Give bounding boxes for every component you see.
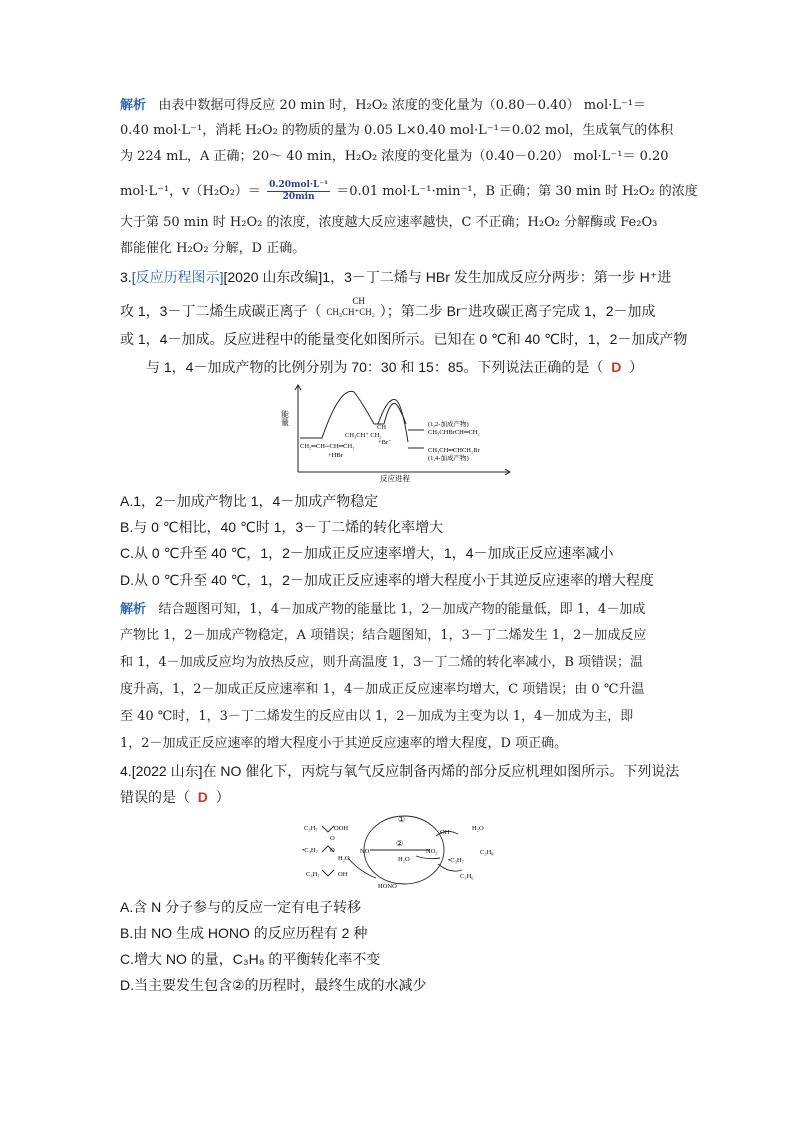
q4-option-c: C.增大 NO 的量，C₃H₈ 的平衡转化率不变 (120, 951, 381, 967)
q3-analysis-line-6: 1，2－加成正反应速率的增大程度小于其逆反应速率的增大程度，D 项正确。 (120, 736, 568, 751)
reactant-hbr: +HBr (328, 452, 343, 459)
q3-analysis-line-2: 产物比 1，2－加成产物稳定，A 项错误；结合题图知，1，3－丁二烯发生 1，2－加成反应 (120, 628, 647, 643)
q4-line-2: 错误的是（ D ） (120, 789, 230, 805)
pathway-2-marker: ② (396, 839, 404, 848)
product-12-label: (1,2-加成产物) (428, 421, 469, 428)
q3-analysis-line-4: 度升高，1，2－加成正反应速率和 1，4－加成正反应速率均增大，C 项错误；由 0 ℃升温 (120, 682, 645, 697)
carbocation-formula: CH CH₃CH⁺CH₂ (326, 296, 375, 318)
intermediate-br: +Br⁻ (378, 439, 392, 446)
q4-line-1: 4.[2022 山东]在 NO 催化下，丙烷与氧气反应制备丙烯的部分反应机理如图所示。下列说法 (120, 763, 680, 779)
left-upper-zigzag (322, 826, 334, 832)
q3-option-d: D.从 0 ℃升至 40 ℃，1，2－加成正反应速率的增大程度小于其逆反应速率的增大程度 (120, 572, 654, 588)
analysis-line-5: 大于第 50 min 时 H₂O₂ 的浓度，浓度越大反应速率越快，C 不正确；H₂O₂ 分解酶或 Fe₂O₃ (120, 215, 658, 230)
propyl-radical-right: •C₃H₇ (448, 857, 464, 864)
product-14-formula: CH₃CH═CHCH₂Br (428, 447, 480, 454)
propyl-radical-left: •C₃H₇ (302, 847, 318, 854)
q3-analysis-line-5: 至 40 ℃时，1，3－丁二烯发生的反应由以 1，2－加成为主变为以 1，4－加成为主，即 (120, 709, 634, 724)
right-lower-arrow (438, 864, 462, 871)
analysis-line-3: 为 224 mL，A 正确；20～ 40 min，H₂O₂ 浓度的变化量为（0.40－0.20） mol·L⁻¹＝ 0.20 (120, 149, 669, 164)
q3-option-a: A.1，2－加成产物比 1，4－加成产物稳定 (120, 493, 379, 509)
reactant-formula: CH₂═CH─CH═CH₂ (300, 443, 355, 450)
cross-arrow (416, 856, 440, 859)
energy-y-label: 能量 (280, 410, 290, 426)
water-left: H₂O (338, 855, 350, 862)
q3-source: [2020 山东改编] (223, 269, 323, 285)
analysis-line-2: 0.40 mol·L⁻¹，消耗 H₂O₂ 的物质的量为 0.05 L×0.40 mol·L⁻¹＝0.02 mol，生成氧气的体积 (120, 123, 674, 138)
left-low-zigzag (322, 870, 334, 876)
no-molecule: NO (360, 848, 370, 855)
oh-group-right: OH (440, 829, 450, 836)
oh-group-left: OH (338, 871, 348, 878)
q3-analysis-line-1: 解析 结合题图可知，1，4－加成产物的能量比 1，2－加成产物的能量低，即 1，4－加成 (120, 601, 646, 617)
c3h7-ooh-alkyl: C₃H₇ (304, 825, 318, 832)
water-right: H₂O (472, 825, 484, 832)
q3-line-4: 与 1，4－加成产物的比例分别为 70：30 和 15：85。下列说法正确的是（ D ） (146, 359, 644, 375)
oxygen-b: O (330, 847, 335, 854)
propane: C₃H₈ (480, 849, 494, 856)
q3-type-tag: [反应历程图示] (131, 269, 224, 285)
intermediate-ch: CH (377, 424, 387, 431)
q4-option-b: B.由 NO 生成 HONO 的反应历程有 2 种 (120, 925, 368, 941)
q4-answer: D (197, 789, 208, 805)
analysis-label: 解析 (120, 97, 147, 112)
energy-curve-step2b (378, 400, 408, 443)
analysis-line-6: 都能催化 H₂O₂ 分解，D 正确。 (120, 241, 306, 256)
q3-line-3: 或 1，4－加成。反应进程中的能量变化如图所示。已知在 0 ℃和 40 ℃时，1，2－加成产物 (120, 331, 688, 347)
product-14-label: (1,4-加成产物) (428, 455, 469, 462)
water-middle: H₂O (398, 856, 410, 863)
energy-diagram (282, 382, 512, 482)
q3-option-c: C.从 0 ℃升至 40 ℃，1，2－加成正反应速率增大，1，4－加成正反应速率减小 (120, 545, 614, 561)
mechanism-diagram (300, 812, 530, 892)
q3-answer: D (611, 359, 622, 375)
rate-fraction: 0.20mol·L⁻¹ 20min (269, 180, 329, 202)
propene: C₃H₆ (460, 873, 474, 880)
intermediate-formula: CH₃CH⁺ CH₂ (345, 432, 382, 439)
hono-molecule: HONO (378, 883, 397, 890)
ooh-group: OOH (334, 825, 349, 832)
q3-line-2: 攻 1，3－丁二烯生成碳正离子（ CH CH₃CH⁺CH₂ ）；第二步 Br⁻进攻碳正离子完成 1，2－加成 (120, 302, 656, 321)
q4-option-d: D.当主要发生包含②的历程时，最终生成的水减少 (120, 977, 427, 993)
left-lower-arrow (348, 858, 376, 878)
q4-source: [2022 山东] (131, 763, 203, 779)
analysis-line-1: 解析 由表中数据可得反应 20 min 时，H₂O₂ 浓度的变化量为（0.80－0.40） mol·L⁻¹＝ (120, 97, 646, 113)
c3h7-oh-alkyl: C₃H₇ (306, 871, 320, 878)
q3-option-b: B.与 0 ℃相比，40 ℃时 1，3－丁二烯的转化率增大 (120, 519, 444, 535)
q3-line-1: 3.[反应历程图示][2020 山东改编]1，3－丁二烯与 HBr 发生加成反应分两步：第一步 H⁺进 (120, 269, 672, 285)
analysis-line-4: mol·L⁻¹，v（H₂O₂）＝ 0.20mol·L⁻¹ 20min ＝0.01 mol·L⁻¹·min⁻¹，B 正确；第 30 min 时 H₂O₂ 的浓度 (120, 180, 698, 202)
product-12-formula: CH₃CHBrCH═CH₂ (428, 429, 480, 436)
pathway-1-marker: ① (398, 815, 406, 824)
q4-option-a: A.含 N 分子参与的反应一定有电子转移 (120, 899, 362, 915)
energy-curve-step1 (300, 391, 374, 438)
q3-analysis-line-3: 和 1，4－加成反应均为放热反应，则升高温度 1，3－丁二烯的转化率减小，B 项错误；温 (120, 655, 644, 670)
energy-x-label: 反应进程 (380, 474, 410, 483)
oxygen-a: O (330, 835, 335, 842)
no2-molecule: NO₂ (426, 848, 438, 855)
